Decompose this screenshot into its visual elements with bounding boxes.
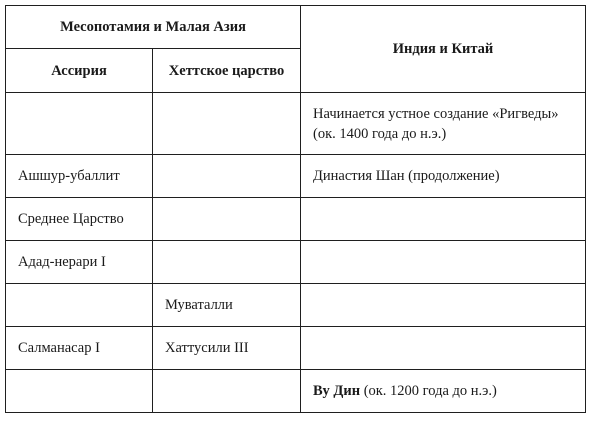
table-row: [6, 284, 586, 327]
table-row: [6, 155, 586, 198]
cell-india-china: Династия Шан (продолжение): [301, 155, 586, 198]
header-india-china: Индия и Китай: [301, 6, 586, 93]
table-row: [6, 327, 586, 370]
cell-assyria: [6, 284, 153, 327]
cell-india-china: [301, 284, 586, 327]
table-row: [6, 93, 586, 155]
cell-assyria: Среднее Царство: [6, 198, 153, 241]
table-row: [6, 241, 586, 284]
header-row-1: [6, 6, 586, 49]
cell-hittite: [153, 198, 301, 241]
cell-india-china: [301, 370, 586, 413]
cell-hittite: [153, 241, 301, 284]
cell-assyria: Салманасар I: [6, 327, 153, 370]
cell-hittite: [153, 93, 301, 155]
header-mesopotamia-asia-minor: Месопотамия и Малая Азия: [6, 6, 301, 49]
cell-india-china: [301, 327, 586, 370]
cell-assyria: [6, 370, 153, 413]
header-hittite-kingdom: Хеттское царство: [153, 49, 301, 93]
cell-hittite: [153, 155, 301, 198]
table-row: [6, 370, 586, 413]
ruler-name: Ву Дин: [313, 383, 361, 399]
ruler-date: (ок. 1200 года до н.э.): [360, 383, 497, 399]
history-table: [5, 5, 586, 413]
cell-assyria: Ашшур-убаллит: [6, 155, 153, 198]
cell-assyria: [6, 93, 153, 155]
cell-india-china: [301, 198, 586, 241]
cell-hittite: Муваталли: [153, 284, 301, 327]
table-row: [6, 198, 586, 241]
cell-assyria: Адад-нерари I: [6, 241, 153, 284]
header-assyria: Ассирия: [6, 49, 153, 93]
cell-hittite: Хаттусили III: [153, 327, 301, 370]
cell-india-china: [301, 241, 586, 284]
cell-hittite: [153, 370, 301, 413]
cell-india-china: Начинается устное создание «Ригведы» (ок. 1400 года до н.э.): [301, 93, 586, 155]
